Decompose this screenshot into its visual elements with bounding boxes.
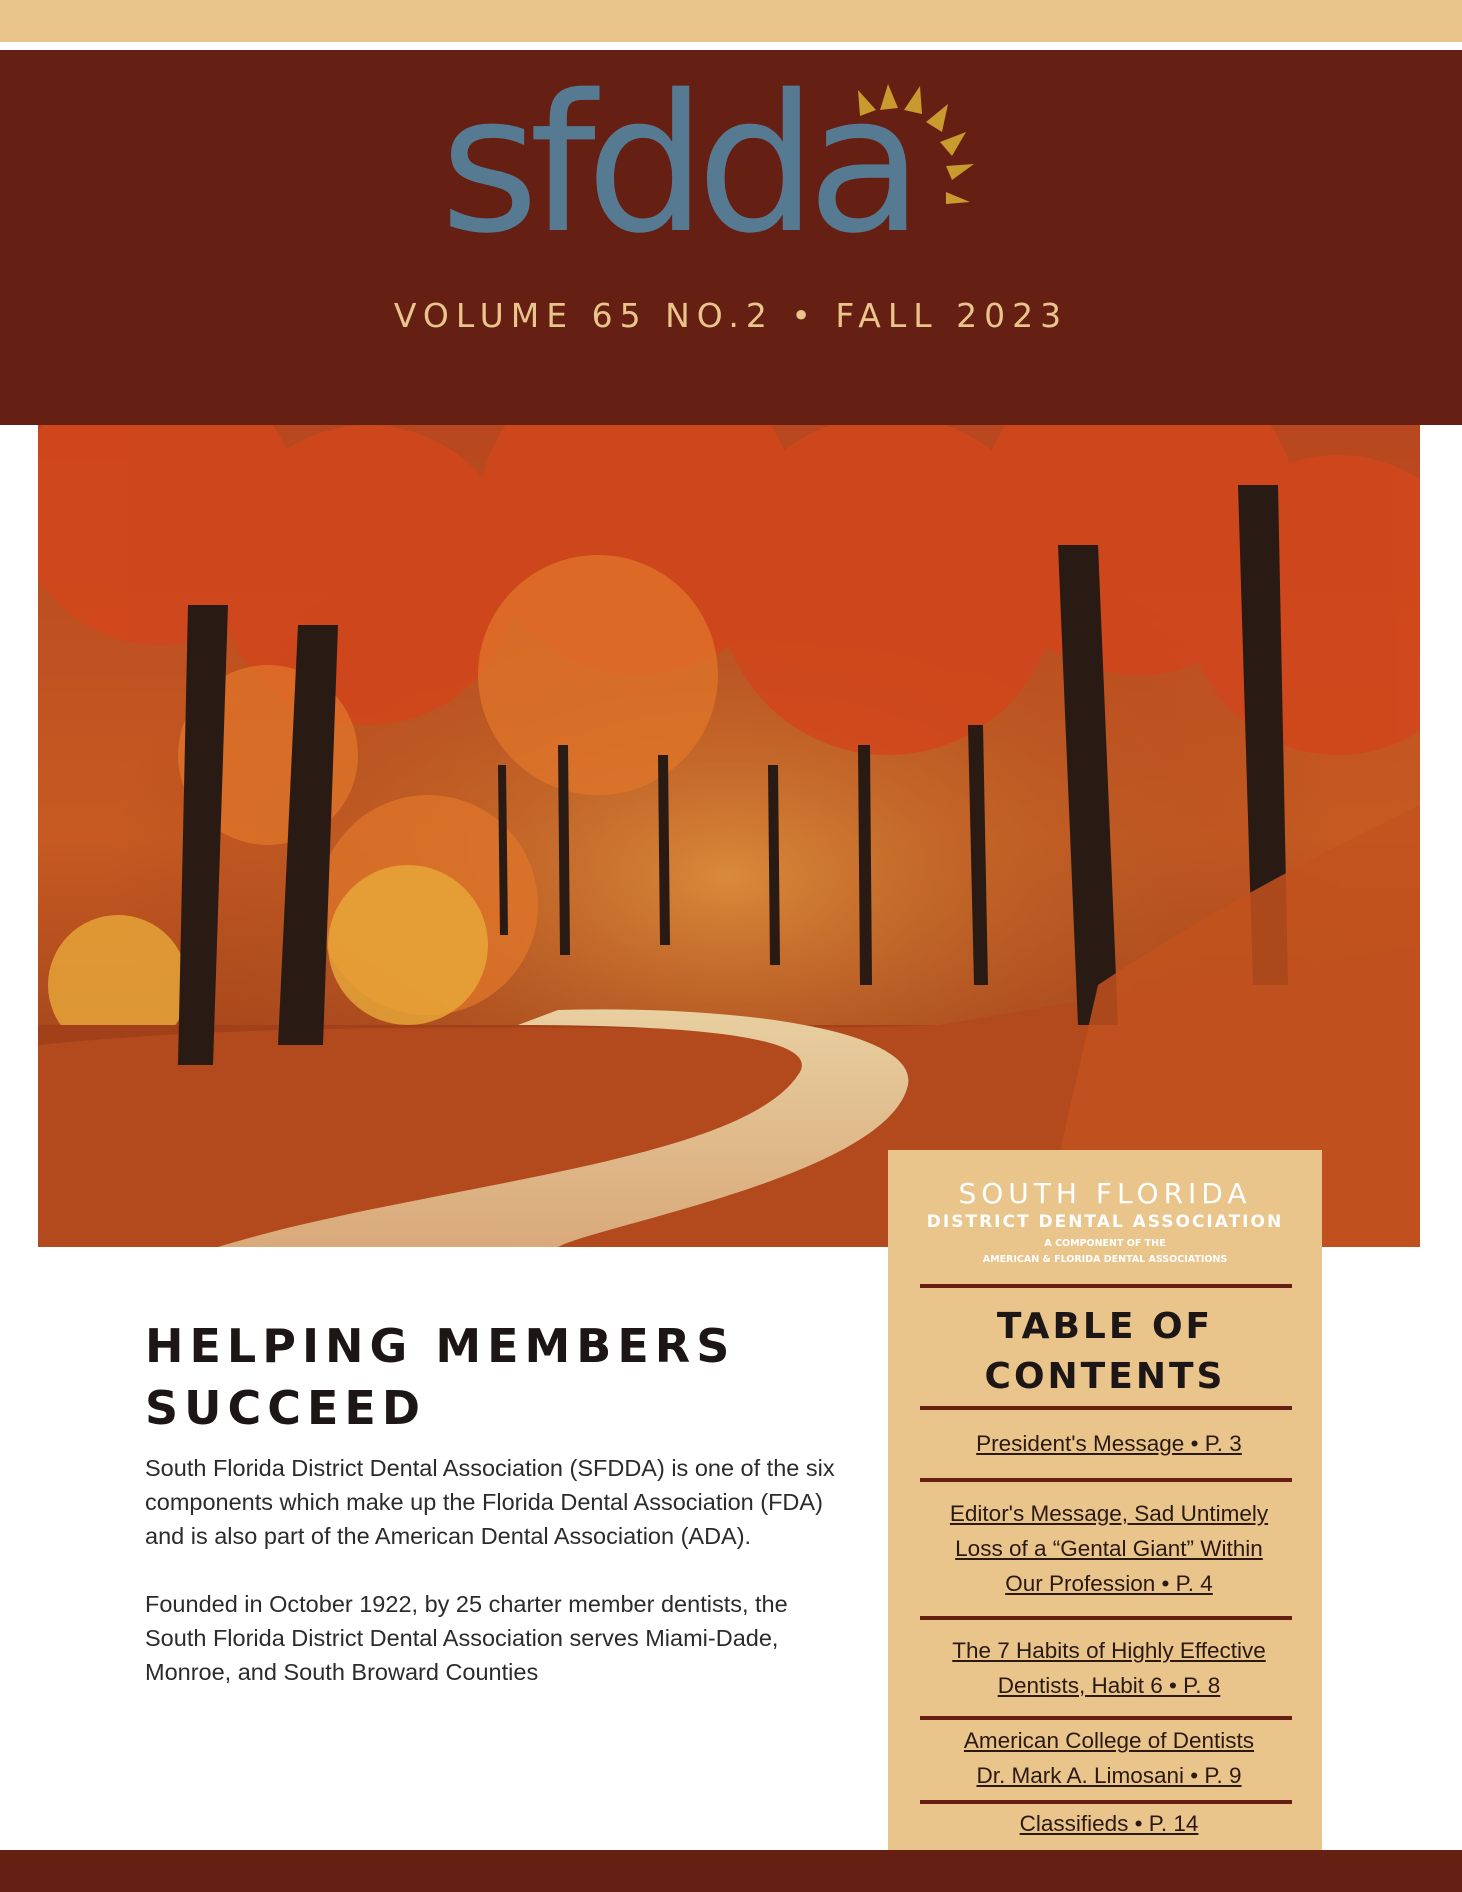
top-accent-strip <box>0 0 1462 42</box>
toc-link-line: Editor's Message, Sad Untimely <box>949 1501 1269 1526</box>
toc-title-line-1: TABLE OF <box>996 1306 1214 1347</box>
headline-line-1: HELPING MEMBERS <box>145 1319 736 1373</box>
issue-volume: VOLUME 65 NO.2 • FALL 2023 <box>393 296 1069 335</box>
toc-link-line: American College of Dentists <box>963 1728 1255 1753</box>
top-divider <box>0 42 1462 50</box>
toc-link-line: Loss of a “Gental Giant” Within <box>955 1536 1263 1561</box>
toc-org-name <box>888 1178 1322 1266</box>
toc-title-line-2: CONTENTS <box>984 1356 1226 1397</box>
toc-rule <box>920 1716 1292 1720</box>
toc-link-editors-message[interactable] <box>916 1496 1302 1601</box>
article-paragraph-2: Founded in October 1922, by 25 charter member dentists, the South Florida District Dental Association serves Miami-Dade, Monroe, and South Broward Counties <box>145 1591 788 1685</box>
article-paragraph-1: South Florida District Dental Association (SFDDA) is one of the six components which make up the Florida Dental Association (FDA) and is also part of the American Dental Association (ADA). <box>145 1455 835 1549</box>
toc-title <box>888 1302 1322 1402</box>
org-tagline-1: A COMPONENT OF THE <box>1044 1238 1166 1249</box>
headline-line-2: SUCCEED <box>145 1381 427 1435</box>
bottom-accent-bar <box>0 1850 1462 1892</box>
autumn-forest-path-image <box>38 425 1420 1247</box>
org-tagline-2: AMERICAN & FLORIDA DENTAL ASSOCIATIONS <box>982 1254 1228 1265</box>
sfdda-logo <box>440 54 1020 280</box>
toc-rule <box>920 1406 1292 1410</box>
toc-rule <box>920 1478 1292 1482</box>
toc-link-presidents-message[interactable] <box>916 1426 1302 1461</box>
toc-link-american-college[interactable] <box>916 1723 1302 1793</box>
toc-link-line: Dr. Mark A. Limosani • P. 9 <box>976 1763 1242 1788</box>
toc-link-line: The 7 Habits of Highly Effective <box>952 1638 1266 1663</box>
logo-wordmark: sfdda <box>440 54 914 275</box>
toc-link-line: Dentists, Habit 6 • P. 8 <box>997 1673 1221 1698</box>
article-section <box>145 1315 865 1689</box>
org-name-line-1: SOUTH FLORIDA <box>958 1177 1252 1210</box>
toc-rule <box>920 1616 1292 1620</box>
toc-link-seven-habits[interactable] <box>916 1633 1302 1703</box>
article-headline <box>145 1315 865 1439</box>
toc-rule <box>920 1800 1292 1804</box>
toc-link-line: Our Profession • P. 4 <box>1005 1571 1213 1596</box>
toc-link-classifieds[interactable] <box>916 1806 1302 1841</box>
toc-link-line: President's Message • P. 3 <box>976 1431 1242 1456</box>
toc-rule <box>920 1284 1292 1288</box>
org-name-line-2: DISTRICT DENTAL ASSOCIATION <box>926 1212 1284 1232</box>
toc-link-line: Classifieds • P. 14 <box>1019 1811 1199 1836</box>
